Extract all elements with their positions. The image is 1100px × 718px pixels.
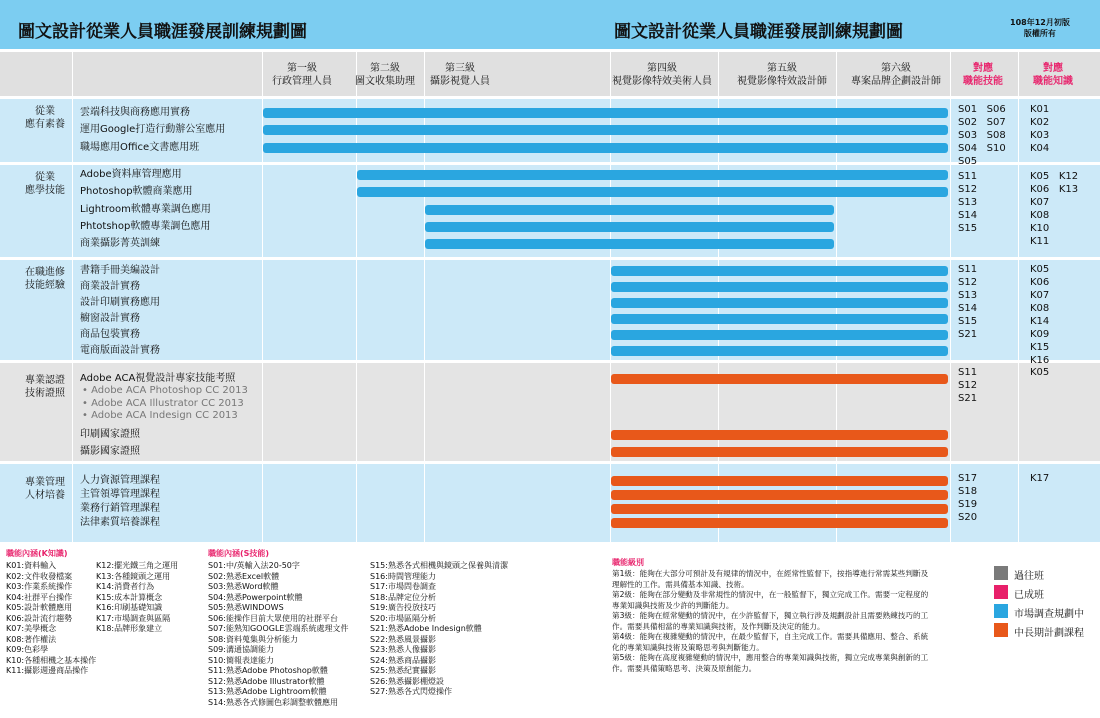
course-timeline-bar (611, 490, 948, 500)
section-category: 從業 應有素養 (25, 106, 65, 130)
page-title-right: 圖文設計從業人員職涯發展訓練規劃圖 (614, 22, 903, 42)
page-title-left: 圖文設計從業人員職涯發展訓練規劃圖 (18, 22, 307, 42)
skill-codes: S11 S12 S13 S14 S15 (958, 171, 978, 234)
skill-codes: S11 S12 S13 S14 S15 S21 (958, 264, 978, 340)
legend-swatch (994, 585, 1008, 599)
course-timeline-bar (357, 170, 948, 180)
legend-swatch (994, 566, 1008, 580)
course-label: 商品包裝實務 (80, 329, 140, 340)
certification-sub-item: • Adobe ACA Indesign CC 2013 (82, 410, 238, 421)
legend-swatch (994, 623, 1008, 637)
course-label: 印刷國家證照 (80, 429, 140, 440)
skill-ref-col1: S01:中/英輸入法20-50字 S02:熟悉Excel軟體 S03:熟悉Word軟體 S04:熟悉Powerpoint軟體 S05:熟悉WINDOWS S06:能操作目前大眾使用的社群平台 S07:能熟知GOOGLE雲端系統處理文件 S08:資料蒐集與分析能力 S09:溝通協調能力 S10:簡報表達能力 S11:熟悉Adobe Photoshop軟體 S12:熟悉Adobe Illustrator軟體 S13:熟悉Adobe Lightroom軟體 S14:熟悉各式修圖色彩調整軟體應用 (208, 561, 349, 707)
course-label: Lightroom軟體專業調色應用 (80, 204, 211, 215)
section-category: 在職進修 技能經驗 (25, 267, 65, 291)
level-grade: 第二級 (370, 63, 400, 74)
skill-codes: S17 S18 S19 S20 (958, 473, 978, 523)
column-separator (950, 52, 951, 542)
course-label: Photoshop軟體商業應用 (80, 186, 193, 197)
level-grade: 第六級 (881, 63, 911, 74)
course-label: 設計印刷實務應用 (80, 297, 160, 308)
course-label: 主管領導管理課程 (80, 489, 160, 500)
course-timeline-bar (611, 430, 948, 440)
knowledge-header: 對應 職能知識 (1033, 63, 1073, 87)
course-timeline-bar (611, 346, 948, 356)
course-timeline-bar (611, 282, 948, 292)
course-timeline-bar (263, 143, 948, 153)
course-label: 商業攝影菁英訓練 (80, 238, 160, 249)
skill-codes: S11 S12 S21 (958, 367, 978, 404)
legend-label: 過往班 (1014, 571, 1044, 582)
level-header (430, 62, 490, 88)
legend-swatch (994, 604, 1008, 618)
knowledge-codes: K05 K12 K06 K13 K07 K08 K10 K11 (1030, 171, 1079, 247)
course-label: 櫥窗設計實務 (80, 313, 140, 324)
rights-label: 版權所有 (1023, 29, 1056, 38)
level-header (737, 62, 827, 88)
level-role: 視覺影像特效美術人員 (612, 76, 712, 87)
knowledge-codes: K01 K02 K03 K04 (1030, 104, 1050, 154)
course-label: 人力資源管理課程 (80, 475, 160, 486)
course-label: 法律素質培養課程 (80, 517, 160, 528)
course-label: 運用Google打造行動辦公室應用 (80, 124, 226, 135)
level-grade: 第四級 (647, 63, 677, 74)
edition-note (1010, 17, 1070, 39)
level-role: 圖文收集助理 (355, 76, 415, 87)
course-timeline-bar (611, 447, 948, 457)
edition-label: 108年12月初版 (1010, 18, 1070, 27)
course-timeline-bar (611, 518, 948, 528)
skill-ref-title: 職能內涵(S技能) (208, 549, 270, 558)
course-timeline-bar (611, 298, 948, 308)
course-timeline-bar (425, 205, 834, 215)
knowledge-ref-col1: K01:資料輸入 K02:文件收發檔案 K03:作業系統操作 K04:社群平台操作 K05:設計軟體應用 K06:設計流行趨勢 K07:美學概念 K08:著作權法 K09:色彩學 K10:各種相機之基本操作 K11:攝影週邊商品操作 (6, 561, 97, 675)
course-label: 職場應用Office文書應用班 (80, 142, 200, 153)
legend-label: 已成班 (1014, 590, 1044, 601)
course-timeline-bar (611, 504, 948, 514)
level-header (851, 62, 941, 88)
level-role: 攝影視覺人員 (430, 76, 490, 87)
course-timeline-bar (611, 476, 948, 486)
course-timeline-bar (263, 125, 948, 135)
section-category: 專業認證 技術證照 (25, 375, 65, 399)
knowledge-ref-col2: K12:擺光鐵三角之運用 K13:各種鏡頭之運用 K14:消費者行為 K15:成本計算概念 K16:印刷基礎知識 K17:市場調查與區隔 K18:品牌形象建立 (96, 561, 179, 633)
level-ref-text: 第1級：能夠在大部分可預計及有規律的情況中，在經常性監督下，按指導進行常需某些判斷及 理解性的工作。需具備基本知識、技術。 第2級：能夠在部分變動及非常規性的情況中，在一般監督下，獨立完成工作。需要一定程度的 專業知識與技術及少許的判斷能力。 第3級：能夠在經常變動的情況中，在少許監督下，獨立執行涉及規劃設計且需要熟練技巧的工 作。需要具備相當的專業知識與技術，及作判斷及決定的能力。 第4級：能夠在複雜變動的情況中，在最少監督下，自主完成工作。需要具備應用、整合、系統 化的專業知識與技術及策略思考與判斷能力。 第5級：能夠在高度複雜變動的情況中，應用整合的專業知識與技術，獨立完成專業與創新的工 作。需要具備策略思考、決策及原創能力。 (612, 569, 929, 673)
legend-label: 市場調查規劃中 (1014, 609, 1084, 620)
course-timeline-bar (611, 330, 948, 340)
skills-header: 對應 職能技能 (963, 63, 1003, 87)
section-category: 從業 應學技能 (25, 172, 65, 196)
skill-codes: S01 S06 S02 S07 S03 S08 S04 S10 S05 (958, 104, 1006, 167)
course-label: 商業設計實務 (80, 281, 140, 292)
course-label: 電商版面設計實務 (80, 345, 160, 356)
column-separator (72, 52, 73, 542)
level-grade: 第三級 (445, 63, 475, 74)
knowledge-codes: K17 (1030, 473, 1050, 484)
course-label: Adobe資料庫管理應用 (80, 169, 182, 180)
course-label: 書籍手冊美編設計 (80, 265, 160, 276)
level-header (272, 62, 332, 88)
course-timeline-bar (357, 187, 948, 197)
course-label: Adobe ACA視覺設計專家技能考照 (80, 373, 236, 384)
knowledge-codes: K05 (1030, 367, 1050, 378)
course-label: 雲端科技與商務應用實務 (80, 107, 190, 118)
course-timeline-bar (611, 266, 948, 276)
course-label: Phtotshop軟體專業調色應用 (80, 221, 211, 232)
course-timeline-bar (611, 374, 948, 384)
level-role: 行政管理人員 (272, 76, 332, 87)
skill-ref-col2: S15:熟悉各式相機與鏡頭之保養與清潔 S16:時間管理能力 S17:市場問卷調查 S18:品牌定位分析 S19:廣告投放技巧 S20:市場區隔分析 S21:熟悉Adobe Indesign軟體 S22:熟悉風景攝影 S23:熟悉人像攝影 S24:熟悉商品攝影 S25:熟悉紀實攝影 S26:熟悉攝影棚燈設 S27:熟悉各式閃燈操作 (370, 561, 508, 696)
knowledge-codes: K05 K06 K07 K08 K14 K09 K15 K16 (1030, 264, 1050, 366)
column-separator (1018, 52, 1019, 542)
course-timeline-bar (611, 314, 948, 324)
certification-sub-item: • Adobe ACA Illustrator CC 2013 (82, 398, 244, 409)
course-timeline-bar (425, 239, 834, 249)
level-ref-title: 職能級別 (612, 558, 644, 567)
level-header (612, 62, 712, 88)
level-grade: 第一級 (287, 63, 317, 74)
course-label: 業務行銷管理課程 (80, 503, 160, 514)
level-grade: 第五級 (767, 63, 797, 74)
section-category: 專業管理 人材培養 (25, 477, 65, 501)
certification-sub-item: • Adobe ACA Photoshop CC 2013 (82, 385, 248, 396)
course-timeline-bar (425, 222, 834, 232)
level-role: 視覺影像特效設計師 (737, 76, 827, 87)
legend-label: 中長期計劃課程 (1014, 628, 1084, 639)
course-label: 攝影國家證照 (80, 446, 140, 457)
knowledge-ref-title: 職能內涵(K知識) (6, 549, 68, 558)
course-timeline-bar (263, 108, 948, 118)
level-role: 專案品牌企劃設計師 (851, 76, 941, 87)
level-header (355, 62, 415, 88)
